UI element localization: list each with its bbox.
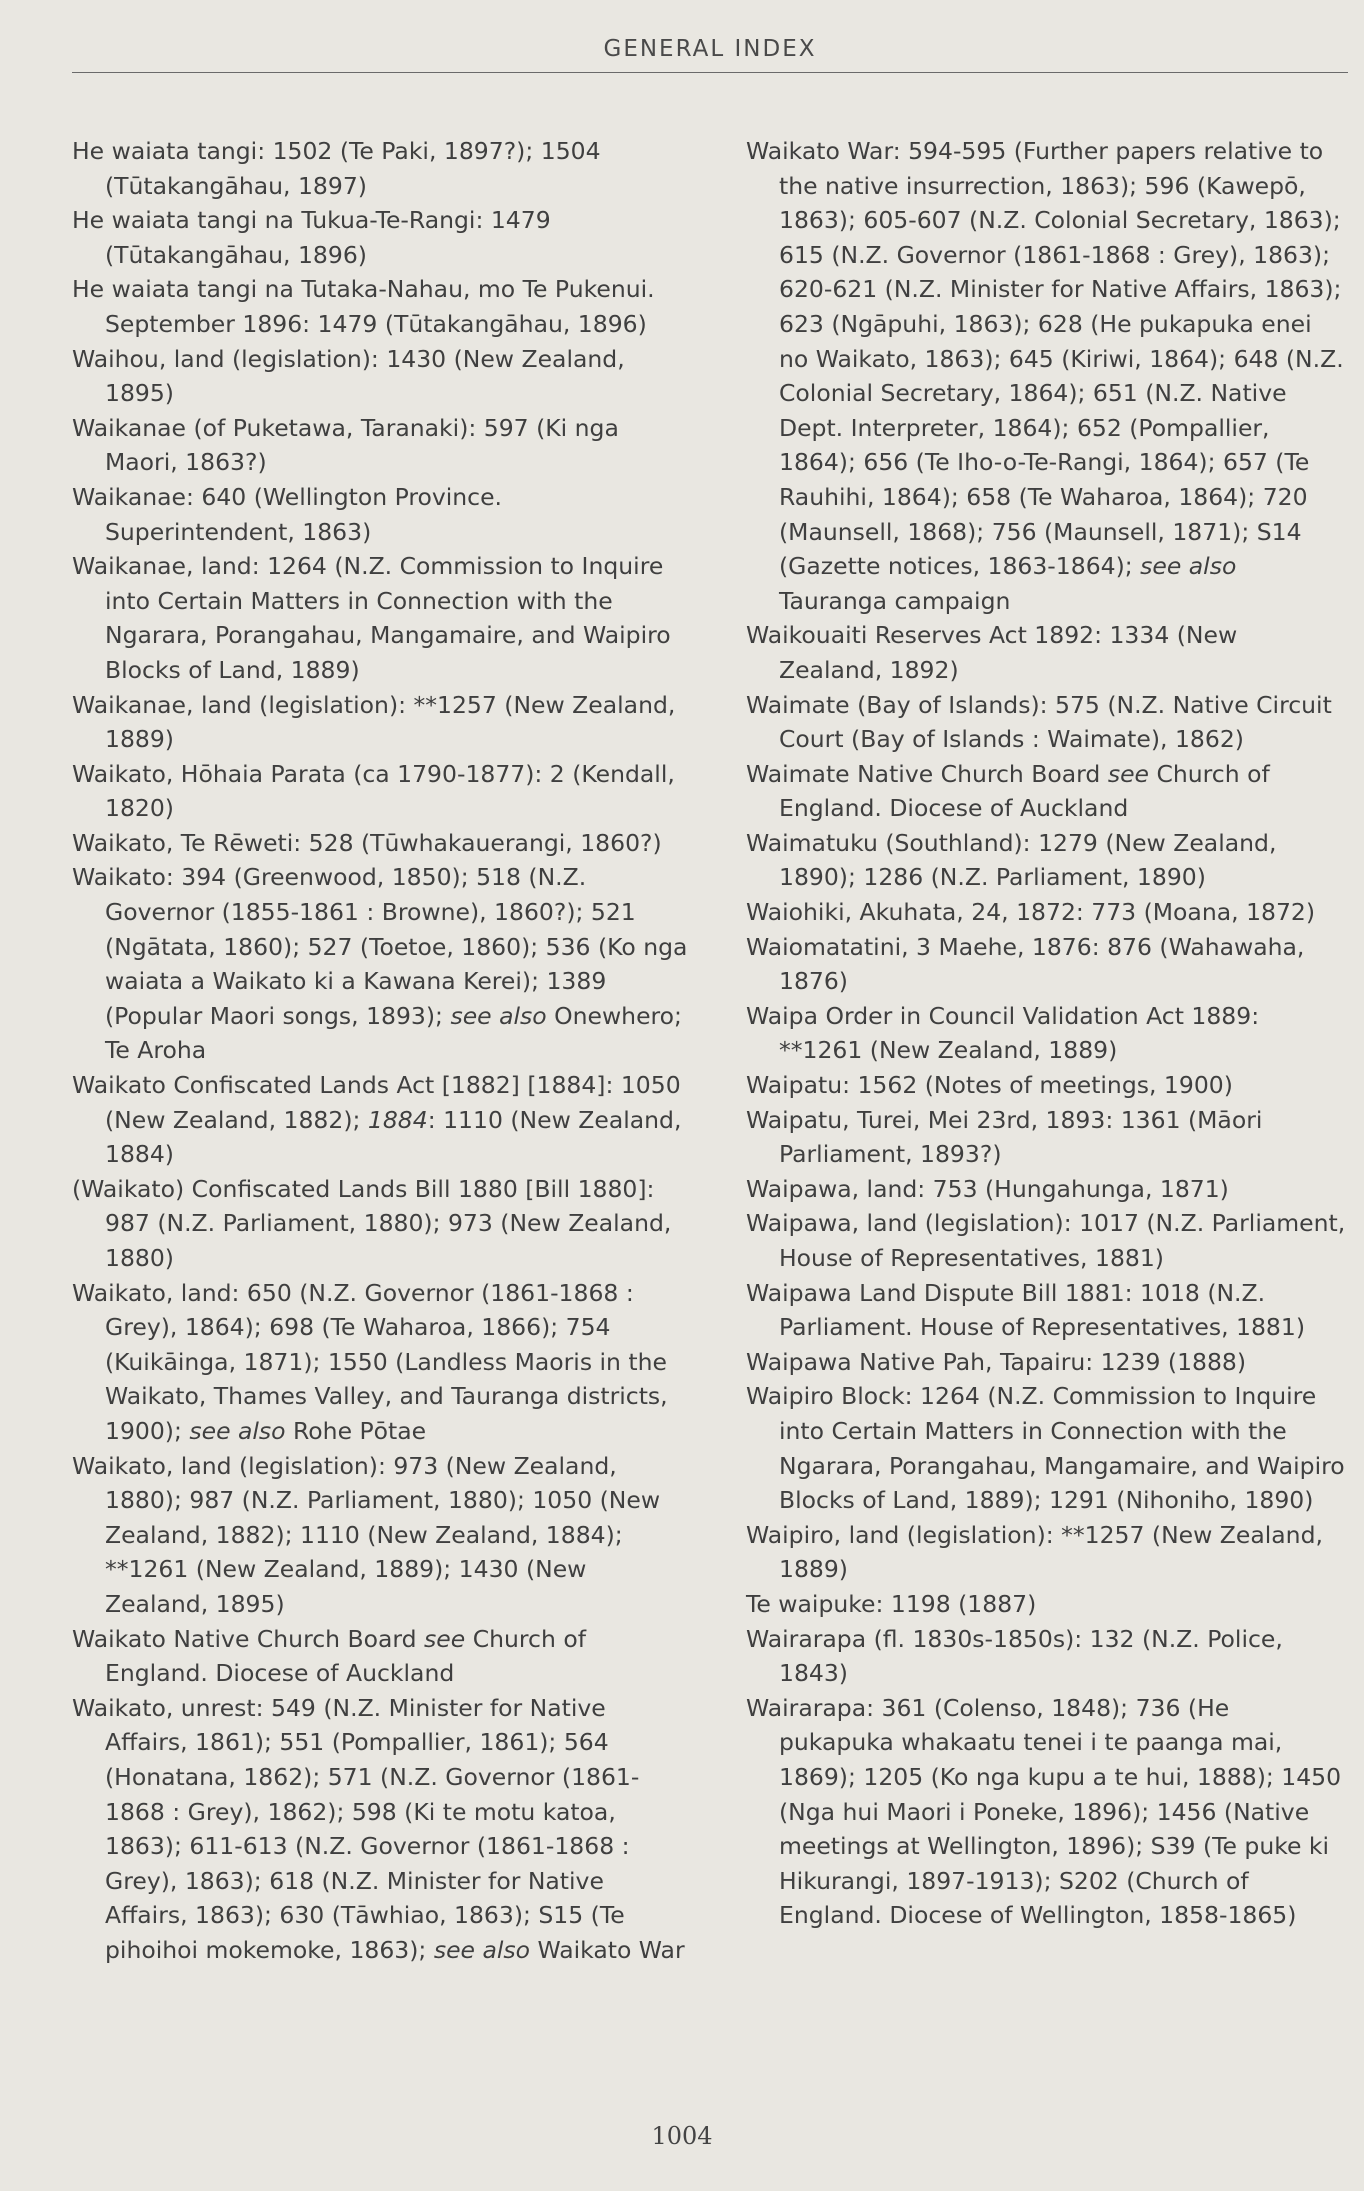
index-entry-text: Waikato, unrest: 549 (N.Z. Minister for Native Affairs, 1861); 551 (Pompallier, 1861); 564 (Honatana, 1862); 571 (N.Z. Governor (1861-1868 : Grey), 1862); 598 (Ki te motu katoa, 1863); 611-613 (N.Z. Governor (1861-1868 : Grey), 1863); 618 (N.Z. Minister for Native Affairs, 1863); 630 (Tāwhiao, 1863); S15 (Te pihoihoi mokemoke, 1863); bbox=[72, 1693, 640, 1964]
index-entry bbox=[72, 1691, 692, 1968]
page-number: 1004 bbox=[651, 2122, 713, 2150]
index-entry bbox=[746, 618, 1346, 687]
index-entry bbox=[72, 272, 692, 341]
header-rule bbox=[72, 72, 1348, 73]
index-entry-text: Te waipuke: 1198 (1887) bbox=[746, 1589, 1037, 1618]
index-entry-text: Wairarapa (fl. 1830s-1850s): 132 (N.Z. Police, 1843) bbox=[746, 1624, 1283, 1688]
index-entry-text: Waiomatatini, 3 Maehe, 1876: 876 (Wahawaha, 1876) bbox=[746, 932, 1305, 996]
index-column-right bbox=[746, 134, 1346, 1933]
index-entry bbox=[72, 1068, 692, 1172]
index-entry-text: Waipawa Native Pah, Tapairu: 1239 (1888) bbox=[746, 1347, 1247, 1376]
index-entry bbox=[72, 480, 692, 549]
index-entry-text: Waihou, land (legislation): 1430 (New Zealand, 1895) bbox=[72, 344, 625, 408]
index-entry-text: He waiata tangi na Tukua-Te-Rangi: 1479 (Tūtakangāhau, 1896) bbox=[72, 206, 551, 269]
index-entry bbox=[746, 1691, 1346, 1933]
index-entry-italic: see also bbox=[450, 1001, 547, 1030]
index-entry-text: Waikanae: 640 (Wellington Province. Superintendent, 1863) bbox=[72, 482, 503, 546]
index-entry bbox=[746, 688, 1346, 757]
index-entry-text: Waikouaiti Reserves Act 1892: 1334 (New Zealand, 1892) bbox=[746, 621, 1238, 684]
index-entry bbox=[746, 826, 1346, 895]
index-entry bbox=[72, 134, 692, 203]
index-entry bbox=[746, 1068, 1346, 1103]
index-entry-text: Waipiro, land (legislation): **1257 (New Zealand, 1889) bbox=[746, 1520, 1323, 1584]
index-entry bbox=[746, 1345, 1346, 1380]
index-entry-text: Waimate Native Church Board bbox=[746, 759, 1108, 788]
index-entry bbox=[72, 826, 692, 861]
index-entry-italic: see also bbox=[189, 1416, 286, 1445]
index-entry bbox=[72, 549, 692, 687]
index-entry-italic: see bbox=[1107, 759, 1149, 788]
index-entry bbox=[72, 342, 692, 411]
index-entry-text: Church of England. Diocese of Auckland bbox=[779, 759, 1270, 823]
index-entry bbox=[746, 1518, 1346, 1587]
index-entry bbox=[746, 895, 1346, 930]
index-entry-text: Waipawa Land Dispute Bill 1881: 1018 (N.Z. Parliament. House of Representatives, 1881) bbox=[746, 1278, 1305, 1342]
index-entry bbox=[72, 757, 692, 826]
index-entry bbox=[746, 999, 1346, 1068]
index-entry-text: Waipa Order in Council Validation Act 1889: **1261 (New Zealand, 1889) bbox=[746, 1001, 1260, 1065]
index-entry-text: Waimate (Bay of Islands): 575 (N.Z. Native Circuit Court (Bay of Islands : Waimate), 1862) bbox=[746, 690, 1332, 754]
index-entry-text: Waipatu, Turei, Mei 23rd, 1893: 1361 (Māori Parliament, 1893?) bbox=[746, 1105, 1263, 1169]
index-entry-text: Waikato War: 594-595 (Further papers relative to the native insurrection, 1863); 596 (Kawepō, 1863); 605-607 (N.Z. Colonial Secretary, 1863); 615 (N.Z. Governor (1861-1868 : Grey), 1863); 620-621 (N.Z. Minister for Native Affairs, 1863); 623 (Ngāpuhi, 1863); 628 (He pukapuka enei no Waikato, 1863); 645 (Kiriwi, 1864); 648 (N.Z. Colonial Secretary, 1864); 651 (N.Z. Native Dept. Interpreter, 1864); 652 (Pompallier, 1864); 656 (Te Iho-o-Te-Rangi, 1864); 657 (Te Rauhihi, 1864); 658 (Te Waharoa, 1864); 720 (Maunsell, 1868); 756 (Maunsell, 1871); S14 (Gazette notices, 1863-1864); bbox=[746, 137, 1344, 581]
index-entry-text: Onewhero; Te Aroha bbox=[105, 1001, 682, 1065]
index-entry bbox=[746, 1276, 1346, 1345]
index-entry-text: Waipatu: 1562 (Notes of meetings, 1900) bbox=[746, 1071, 1233, 1100]
index-entry bbox=[72, 1449, 692, 1622]
index-entry-text: : 1110 (New Zealand, 1884) bbox=[105, 1105, 682, 1169]
index-entry-text: Waikato Native Church Board bbox=[72, 1624, 425, 1653]
index-entry-text: Wairarapa: 361 (Colenso, 1848); 736 (He pukapuka whakaatu tenei i te paanga mai, 1869); 1205 (Ko nga kupu a te hui, 1888); 1450 (Nga hui Maori i Poneke, 1896); 1456 (Native meetings at Wellington, 1896); S39 (Te puke ki Hikurangi, 1897-1913); S202 (Church of England. Diocese of Wellington, 1858-1865) bbox=[746, 1693, 1342, 1930]
index-entry-text: Waipiro Block: 1264 (N.Z. Commission to Inquire into Certain Matters in Connection with the Ngarara, Porangahau, Mangamaire, and Waipiro Blocks of Land, 1889); 1291 (Nihoniho, 1890) bbox=[746, 1382, 1345, 1515]
index-entry bbox=[746, 1172, 1346, 1207]
index-entry-text: Rohe Pōtae bbox=[285, 1416, 427, 1445]
index-entry bbox=[72, 411, 692, 480]
index-entry-text: Waimatuku (Southland): 1279 (New Zealand, 1890); 1286 (N.Z. Parliament, 1890) bbox=[746, 828, 1277, 892]
index-entry bbox=[72, 203, 692, 272]
index-entry-text: Tauranga campaign bbox=[779, 586, 1011, 615]
index-entry-text: Waikanae, land (legislation): **1257 (New Zealand, 1889) bbox=[72, 690, 676, 754]
index-entry-text: Waikato Confiscated Lands Act [1882] [1884]: 1050 (New Zealand, 1882); bbox=[72, 1071, 681, 1134]
index-entry-text: Waikato, Hōhaia Parata (ca 1790-1877): 2 (Kendall, 1820) bbox=[72, 759, 675, 823]
index-entry bbox=[746, 1206, 1346, 1275]
index-entry-text: Waikato: 394 (Greenwood, 1850); 518 (N.Z. Governor (1855-1861 : Browne), 1860?); 521 (Ngātata, 1860); 527 (Toetoe, 1860); 536 (Ko nga waiata a Waikato ki a Kawana Kerei); 1389 (Popular Maori songs, 1893); bbox=[72, 863, 688, 1030]
index-entry bbox=[72, 1172, 692, 1276]
index-entry bbox=[746, 757, 1346, 826]
index-entry-italic: see also bbox=[1140, 552, 1237, 581]
index-entry bbox=[746, 1622, 1346, 1691]
index-entry-text: (Waikato) Confiscated Lands Bill 1880 [Bill 1880]: 987 (N.Z. Parliament, 1880); 973 (New Zealand, 1880) bbox=[72, 1174, 672, 1272]
index-entry-text: Waikato, Te Rēweti: 528 (Tūwhakauerangi, 1860?) bbox=[72, 828, 662, 857]
index-entry bbox=[746, 930, 1346, 999]
index-entry-text: Waipawa, land (legislation): 1017 (N.Z. Parliament, House of Representatives, 1881) bbox=[746, 1209, 1346, 1272]
index-entry-text: Waikanae (of Puketawa, Taranaki): 597 (Ki nga Maori, 1863?) bbox=[72, 413, 619, 477]
index-entry bbox=[746, 134, 1346, 618]
index-entry-text: Waikato, land: 650 (N.Z. Governor (1861-1868 : Grey), 1864); 698 (Te Waharoa, 1866); 754 (Kuikāinga, 1871); 1550 (Landless Maoris in the Waikato, Thames Valley, and Tauranga districts, 1900); bbox=[72, 1278, 668, 1445]
index-entry bbox=[72, 1276, 692, 1449]
index-column-left bbox=[72, 134, 692, 1967]
index-entry-text: Church of England. Diocese of Auckland bbox=[105, 1624, 586, 1688]
index-entry bbox=[746, 1587, 1346, 1622]
index-entry-text: Waikanae, land: 1264 (N.Z. Commission to Inquire into Certain Matters in Connection with the Ngarara, Porangahau, Mangamaire, and Waipiro Blocks of Land, 1889) bbox=[72, 552, 671, 684]
index-entry-text: He waiata tangi: 1502 (Te Paki, 1897?); 1504 (Tūtakangāhau, 1897) bbox=[72, 137, 601, 200]
index-entry-text: Waikato War bbox=[530, 1935, 685, 1964]
index-entry bbox=[72, 1622, 692, 1691]
index-entry bbox=[72, 860, 692, 1068]
index-entry bbox=[72, 688, 692, 757]
index-entry-italic: 1884 bbox=[367, 1105, 428, 1134]
index-entry-text: Waipawa, land: 753 (Hungahunga, 1871) bbox=[746, 1174, 1229, 1203]
index-entry bbox=[746, 1379, 1346, 1517]
index-entry-text: Waiohiki, Akuhata, 24, 1872: 773 (Moana, 1872) bbox=[746, 898, 1316, 927]
index-entry-italic: see bbox=[424, 1624, 466, 1653]
index-entry bbox=[746, 1103, 1346, 1172]
index-entry-text: He waiata tangi na Tutaka-Nahau, mo Te Pukenui. September 1896: 1479 (Tūtakangāhau, 1896) bbox=[72, 275, 655, 338]
index-entry-text: Waikato, land (legislation): 973 (New Zealand, 1880); 987 (N.Z. Parliament, 1880); 1050 (New Zealand, 1882); 1110 (New Zealand, 1884); **1261 (New Zealand, 1889); 1430 (New Zealand, 1895) bbox=[72, 1451, 661, 1618]
index-entry-italic: see also bbox=[433, 1935, 531, 1964]
running-header: GENERAL INDEX bbox=[603, 36, 817, 62]
